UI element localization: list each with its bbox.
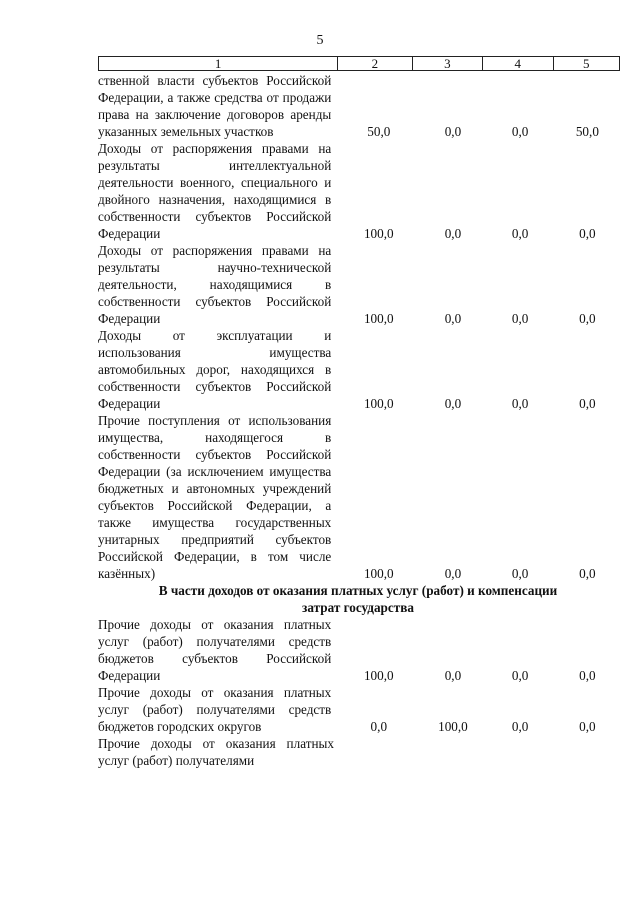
- value-col-2: 0,0: [370, 719, 388, 734]
- table-row: [98, 327, 620, 412]
- row-description: Прочие доходы от оказания платных услуг (работ) получателями средств бюджетов субъектов Российской Федерации: [98, 617, 332, 683]
- table-row: [98, 140, 620, 242]
- value-col-3: 0,0: [444, 226, 462, 241]
- row-description: Прочие доходы от оказания платных услуг (работ) получателями средств бюджетов городских округов: [98, 685, 332, 734]
- row-description: ственной власти субъектов Российской Федерации, а также средства от продажи права на заключение договоров аренды указанных земельных участков: [98, 73, 332, 139]
- value-col-4: 0,0: [511, 668, 529, 683]
- value-col-4: 0,0: [511, 124, 529, 139]
- row-description: Доходы от эксплуатации и использования имущества автомобильных дорог, находящихся в собственности субъектов Российской Федерации: [98, 328, 332, 411]
- value-col-5: 0,0: [579, 311, 596, 326]
- value-col-2: 50,0: [367, 124, 391, 139]
- value-col-4: 0,0: [511, 566, 529, 581]
- row-description: Доходы от распоряжения правами на результаты интеллектуальной деятельности военного, специального и двойного назначения, находящимися в собственности субъектов Российской Федерации: [98, 141, 332, 241]
- value-col-5: 0,0: [579, 668, 596, 683]
- value-col-5: 0,0: [579, 396, 596, 411]
- page-number: 5: [316, 33, 324, 48]
- column-header-2: 2: [337, 57, 411, 70]
- value-col-2: 100,0: [363, 311, 394, 326]
- table-body: [98, 72, 620, 769]
- table-row: [98, 72, 620, 140]
- value-col-4: 0,0: [511, 311, 529, 326]
- value-col-3: 0,0: [444, 124, 462, 139]
- value-col-4: 0,0: [511, 226, 529, 241]
- value-col-5: 50,0: [575, 124, 599, 139]
- column-header-1: 1: [214, 56, 222, 71]
- column-header-5: 5: [553, 57, 620, 70]
- value-col-5: 0,0: [579, 226, 596, 241]
- table-header-row: [98, 56, 620, 71]
- row-description: Доходы от распоряжения правами на результаты научно-технической деятельности, находящимися в собственности субъектов Российской Федерации: [98, 243, 332, 326]
- value-col-2: 100,0: [363, 566, 394, 581]
- value-col-4: 0,0: [511, 396, 529, 411]
- value-col-5: 0,0: [579, 566, 596, 581]
- column-header-4: 4: [482, 57, 552, 70]
- value-col-3: 0,0: [444, 396, 462, 411]
- value-col-2: 100,0: [363, 226, 394, 241]
- table-row: [98, 616, 620, 684]
- section-heading: В части доходов от оказания платных услуг (работ) и компенсации затрат государства: [158, 583, 558, 615]
- table-row: [98, 684, 620, 735]
- table-row: [98, 735, 620, 769]
- row-description: Прочие поступления от использования имущества, находящегося в собственности субъектов Российской Федерации (за исключением имущества бюджетных и автономных учреждений субъектов Российской Федерации, а также имущества государственных унитарных предприятий субъектов Российской Федерации, в том числе казённых): [98, 413, 332, 581]
- value-col-4: 0,0: [511, 719, 529, 734]
- column-header-3: 3: [412, 57, 482, 70]
- table-row: [98, 242, 620, 327]
- value-col-3: 100,0: [438, 719, 468, 734]
- value-col-3: 0,0: [444, 311, 462, 326]
- value-col-2: 100,0: [363, 396, 394, 411]
- row-description: Прочие доходы от оказания платных услуг (работ) получателями: [98, 736, 334, 768]
- value-col-3: 0,0: [444, 566, 462, 581]
- value-col-5: 0,0: [579, 719, 596, 734]
- table-row: [98, 412, 620, 582]
- value-col-2: 100,0: [363, 668, 394, 683]
- value-col-3: 0,0: [444, 668, 462, 683]
